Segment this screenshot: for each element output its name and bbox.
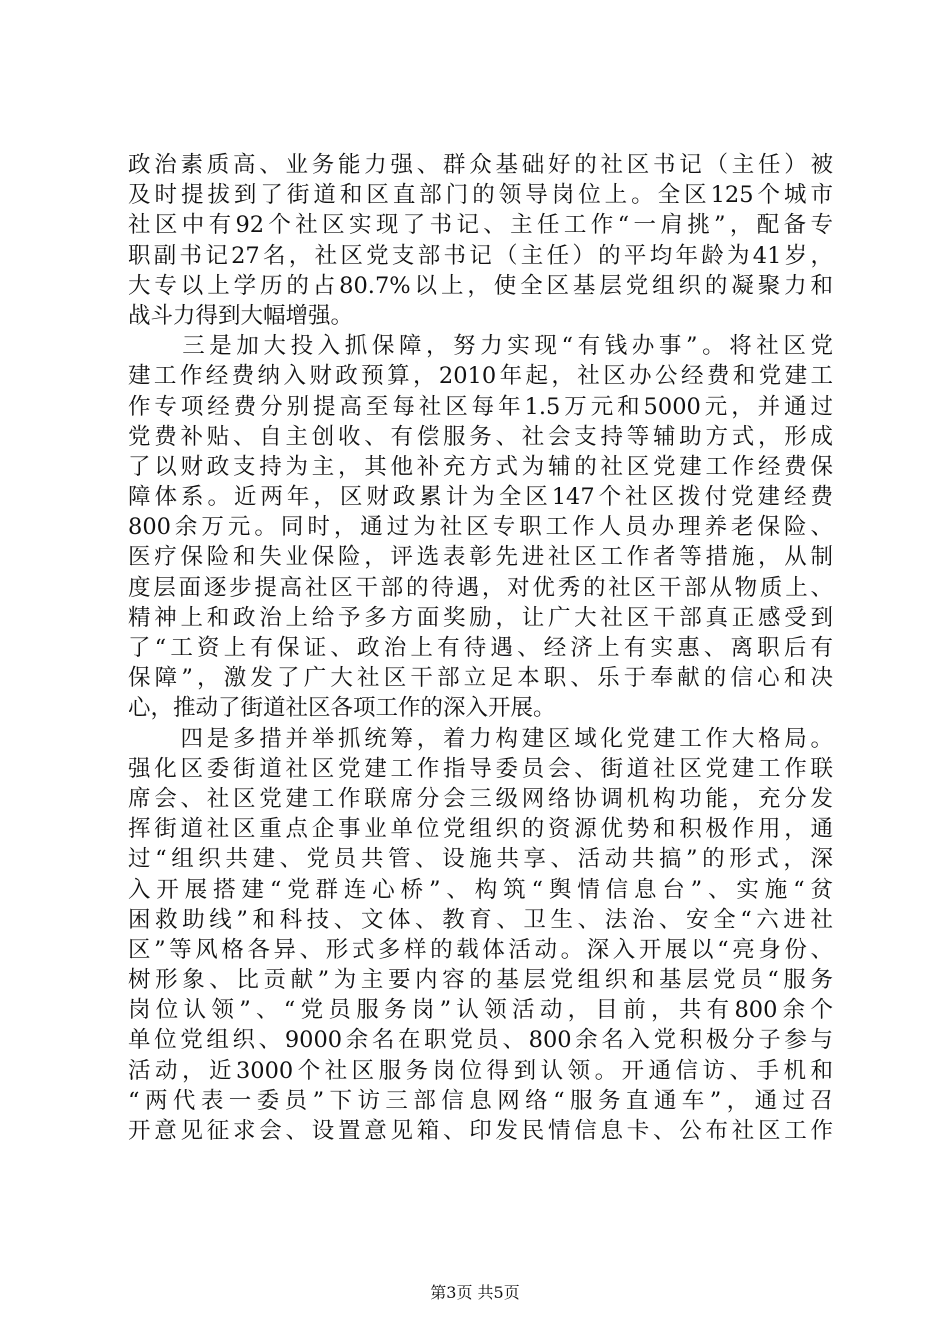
page-footer: 第3页 共5页 <box>430 1283 520 1302</box>
text-line: 建工作经费纳入财政预算，2010年起，社区办公经费和党建工 <box>128 363 833 390</box>
text-line: 800余万元。同时，通过为社区专职工作人员办理养老保险、 <box>128 514 833 541</box>
paragraph <box>128 724 833 1147</box>
text-line: 障体系。近两年，区财政累计为全区147个社区拨付党建经费 <box>128 484 833 511</box>
paragraph <box>128 331 833 723</box>
text-line: 活动，近3000个社区服务岗位得到认领。开通信访、手机和 <box>128 1057 833 1084</box>
text-line: 岗位认领”、“党员服务岗”认领活动，目前，共有800余个 <box>128 997 833 1024</box>
text-line: 党费补贴、自主创收、有偿服务、社会支持等辅助方式，形成 <box>128 423 833 450</box>
text-line: 心，推动了街道社区各项工作的深入开展。 <box>128 695 556 722</box>
text-line: 困救助线”和科技、文体、教育、卫生、法治、安全“六进社 <box>128 906 833 933</box>
text-line: 精神上和政治上给予多方面奖励，让广大社区干部真正感受到 <box>128 604 833 631</box>
text-line: 四是多措并举抓统筹，着力构建区域化党建工作大格局。 <box>128 725 833 752</box>
text-line: 战斗力得到大幅增强。 <box>128 302 354 329</box>
text-line: 挥街道社区重点企事业单位党组织的资源优势和积极作用，通 <box>128 816 833 843</box>
text-line: 职副书记27名，社区党支部书记（主任）的平均年龄为41岁， <box>128 242 833 269</box>
text-line: 政治素质高、业务能力强、群众基础好的社区书记（主任）被 <box>128 152 833 178</box>
text-line: 三是加大投入抓保障，努力实现“有钱办事”。将社区党 <box>128 333 833 360</box>
document-body <box>128 150 833 1146</box>
text-line: “两代表一委员”下访三部信息网络“服务直通车”，通过召 <box>128 1087 833 1114</box>
text-line: 医疗保险和失业保险，评选表彰先进社区工作者等措施，从制 <box>128 544 833 571</box>
text-line: 大专以上学历的占80.7%以上，使全区基层党组织的凝聚力和 <box>128 272 833 299</box>
text-line: 作专项经费分别提高至每社区每年1.5万元和5000元，并通过 <box>128 393 833 420</box>
text-line: 席会、社区党建工作联席分会三级网络协调机构功能，充分发 <box>128 785 833 812</box>
text-line: 入开展搭建“党群连心桥”、构筑“舆情信息台”、实施“贫 <box>128 876 833 903</box>
text-line: 强化区委街道社区党建工作指导委员会、街道社区党建工作联 <box>128 755 833 782</box>
text-line: 树形象、比贡献”为主要内容的基层党组织和基层党员“服务 <box>128 967 833 994</box>
text-line: 了“工资上有保证、政治上有待遇、经济上有实惠、离职后有 <box>128 635 833 661</box>
text-line: 了以财政支持为主，其他补充方式为辅的社区党建工作经费保 <box>128 453 833 480</box>
text-line: 过“组织共建、党员共管、设施共享、活动共搞”的形式，深 <box>128 846 833 873</box>
text-line: 及时提拔到了街道和区直部门的领导岗位上。全区125个城市 <box>128 182 833 209</box>
text-line: 社区中有92个社区实现了书记、主任工作“一肩挑”，配备专 <box>128 212 833 239</box>
paragraph <box>128 150 833 331</box>
text-line: 单位党组织、9000余名在职党员、800余名入党积极分子参与 <box>128 1027 833 1054</box>
text-line: 度层面逐步提高社区干部的待遇，对优秀的社区干部从物质上、 <box>128 574 833 601</box>
text-line: 保障”，激发了广大社区干部立足本职、乐于奉献的信心和决 <box>128 665 833 692</box>
text-line: 区”等风格各异、形式多样的载体活动。深入开展以“亮身份、 <box>128 936 833 963</box>
text-line: 开意见征求会、设置意见箱、印发民情信息卡、公布社区工作 <box>128 1118 833 1144</box>
